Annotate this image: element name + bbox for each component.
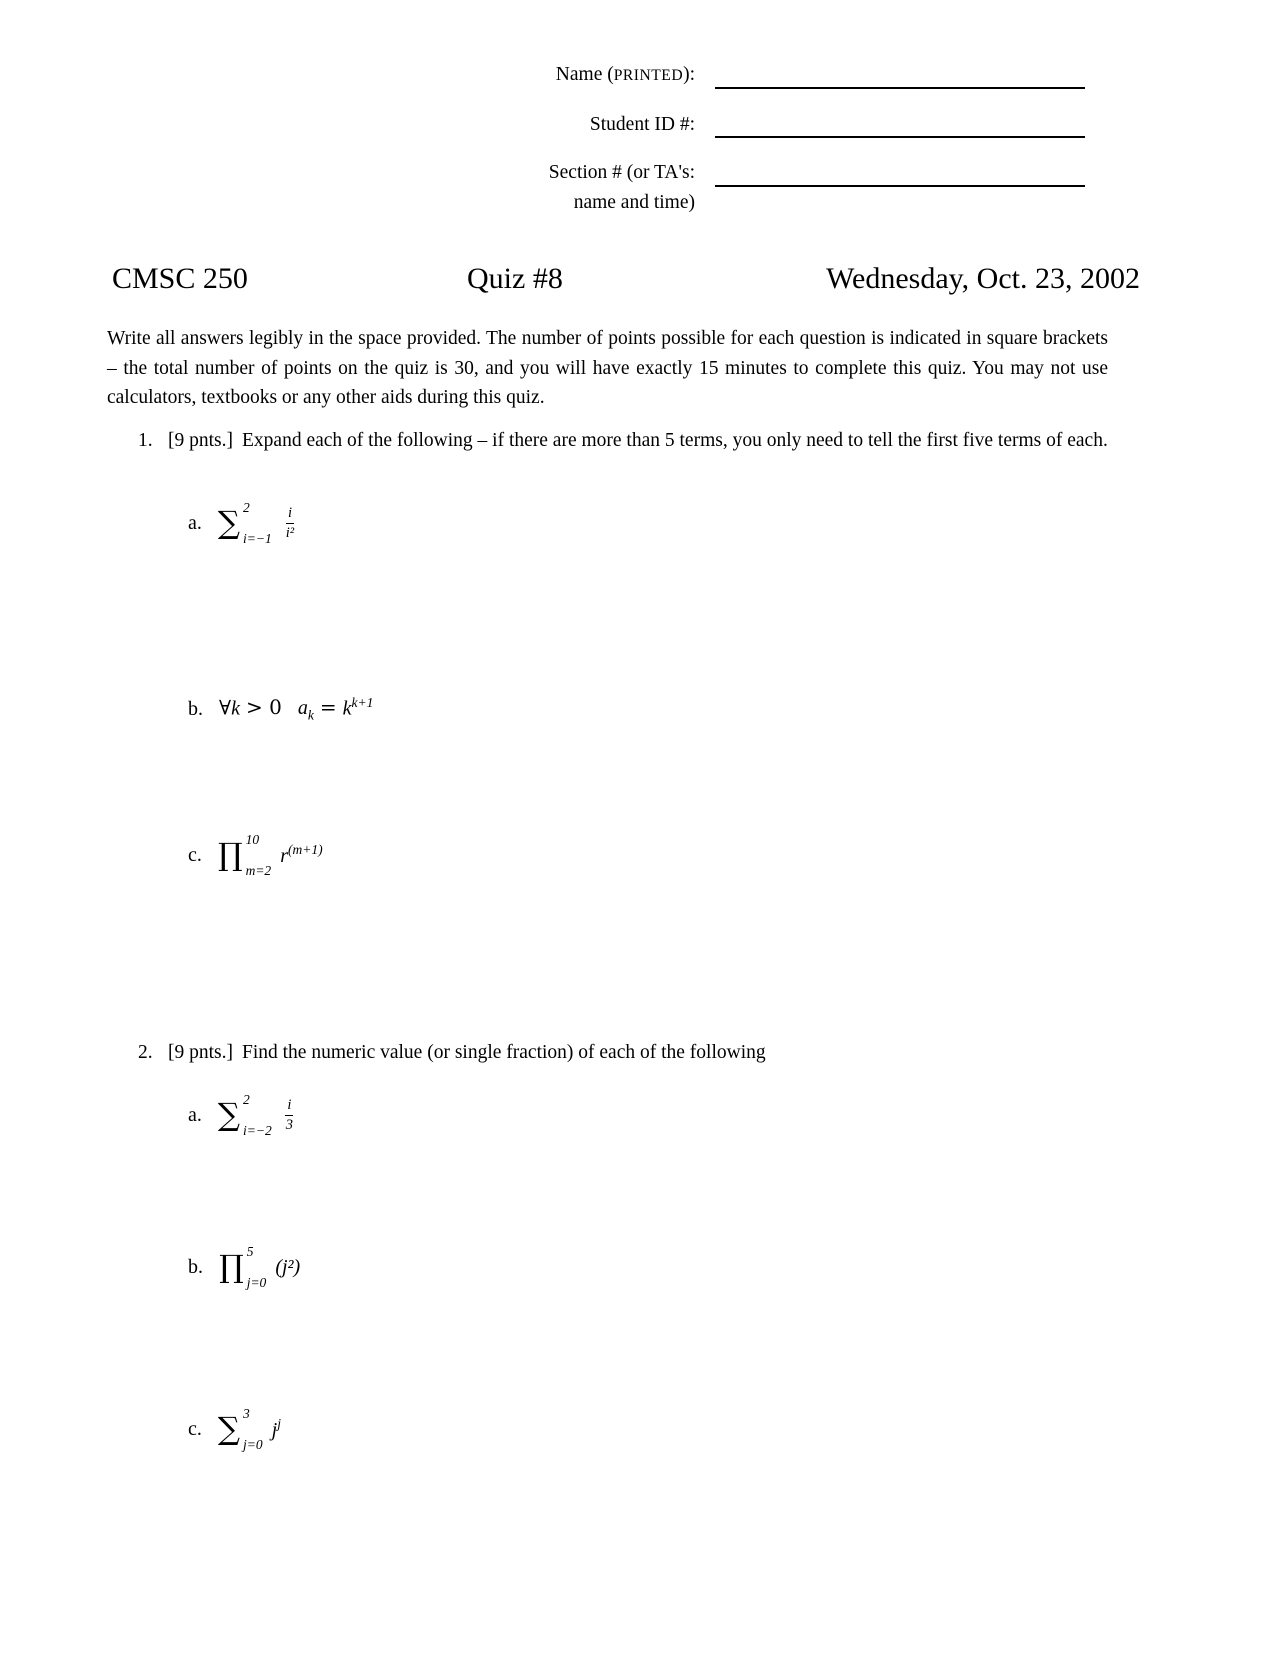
- upper-limit: 2: [243, 500, 250, 515]
- instructions-paragraph: Write all answers legibly in the space provided. The number of points possible for each question is indicated in square brackets – the total number of points on the quiz is 30, and you will have exactly 15 minutes to complete this quiz. You may not use calculators, textbooks or any other aids during this quiz.: [107, 328, 1108, 408]
- question-2-item-b: [188, 1242, 300, 1292]
- fraction-numerator: i: [286, 504, 294, 523]
- sequence-subscript: k: [307, 707, 314, 723]
- question-1-item-a: [188, 498, 296, 548]
- math-expression: [266, 1256, 300, 1279]
- item-label: c.: [188, 843, 202, 866]
- fraction: [284, 1096, 295, 1133]
- question-2-text: Find the numeric value (or single fraction) of each of the following: [242, 1042, 766, 1063]
- student-id-field-label: Student ID #:: [589, 114, 695, 135]
- fraction: [284, 504, 296, 541]
- term-exponent: j: [277, 1416, 281, 1432]
- question-1: [138, 426, 1108, 456]
- product-operator: ∏: [219, 1248, 244, 1285]
- lower-limit: j=0: [246, 1274, 267, 1290]
- lower-limit: m=2: [245, 862, 272, 878]
- upper-limit: 2: [243, 1092, 250, 1107]
- lower-limit: i=−2: [243, 1122, 272, 1138]
- question-1-text: Expand each of the following – if there are more than 5 terms, you only need to tell the first five terms of each.: [242, 430, 1108, 451]
- question-2-number: 2.: [138, 1042, 153, 1063]
- question-1-item-b: [188, 684, 373, 734]
- fraction-denominator: i²: [285, 524, 295, 541]
- section-label-line2: name and time): [573, 192, 695, 213]
- fraction-numerator: i: [285, 1096, 293, 1115]
- term-base: j: [271, 1418, 278, 1441]
- section-label-line1: Section # (or TA's:: [548, 162, 695, 183]
- equals-sign: =: [319, 695, 337, 720]
- student-id-field-line: [715, 136, 1085, 138]
- name-field-line: [715, 87, 1085, 89]
- relation: > 0: [245, 695, 282, 720]
- sequence-base: a: [297, 697, 308, 720]
- question-2: [138, 1038, 1108, 1068]
- rhs-base: k: [342, 697, 352, 720]
- sum-operator: ∑: [217, 1410, 241, 1447]
- name-label-caps: PRINTED: [613, 67, 684, 84]
- quiz-date: Wednesday, Oct. 23, 2002: [826, 262, 1140, 295]
- question-2-points: [9 pnts.]: [168, 1042, 233, 1063]
- name-field-label: [105, 60, 695, 91]
- product-operator: ∏: [217, 836, 243, 873]
- question-1-item-c: [188, 830, 323, 880]
- upper-limit: 5: [246, 1244, 254, 1259]
- lower-limit: j=0: [243, 1436, 263, 1452]
- question-1-number: 1.: [138, 430, 153, 451]
- item-label: b.: [188, 1255, 203, 1278]
- lower-limit: i=−1: [243, 530, 272, 546]
- section-field-label: [105, 158, 695, 218]
- sum-operator: ∑: [217, 504, 241, 541]
- operator-limits: [243, 500, 272, 546]
- item-label: a.: [188, 1103, 202, 1126]
- term-base: r: [280, 844, 288, 867]
- upper-limit: 3: [243, 1406, 250, 1421]
- item-label: c.: [188, 1417, 202, 1440]
- forall-symbol: ∀: [219, 695, 232, 720]
- quiz-number-title: Quiz #8: [467, 262, 563, 295]
- operator-limits: [243, 1092, 272, 1138]
- question-1-points: [9 pnts.]: [168, 430, 233, 451]
- name-label-text: Name (: [555, 64, 614, 85]
- variable-k: k: [231, 697, 240, 720]
- name-label-end: ):: [683, 64, 695, 85]
- math-expression: [263, 1416, 281, 1442]
- operator-limits: [247, 1244, 267, 1290]
- item-label: a.: [188, 511, 202, 534]
- fraction-denominator: 3: [285, 1116, 294, 1133]
- course-title: CMSC 250: [112, 262, 248, 295]
- sum-operator: ∑: [217, 1096, 241, 1133]
- question-2-item-a: [188, 1090, 295, 1140]
- section-field-line: [715, 185, 1085, 187]
- term-exponent: (m+1): [287, 842, 323, 858]
- question-2-item-c: [188, 1404, 281, 1454]
- math-expression: [219, 695, 373, 724]
- item-label: b.: [188, 697, 203, 720]
- term-base: (j²): [275, 1255, 301, 1278]
- upper-limit: 10: [245, 832, 260, 847]
- rhs-exponent: k+1: [351, 694, 374, 710]
- operator-limits: [246, 832, 272, 878]
- math-expression: [271, 842, 322, 868]
- operator-limits: [243, 1406, 263, 1452]
